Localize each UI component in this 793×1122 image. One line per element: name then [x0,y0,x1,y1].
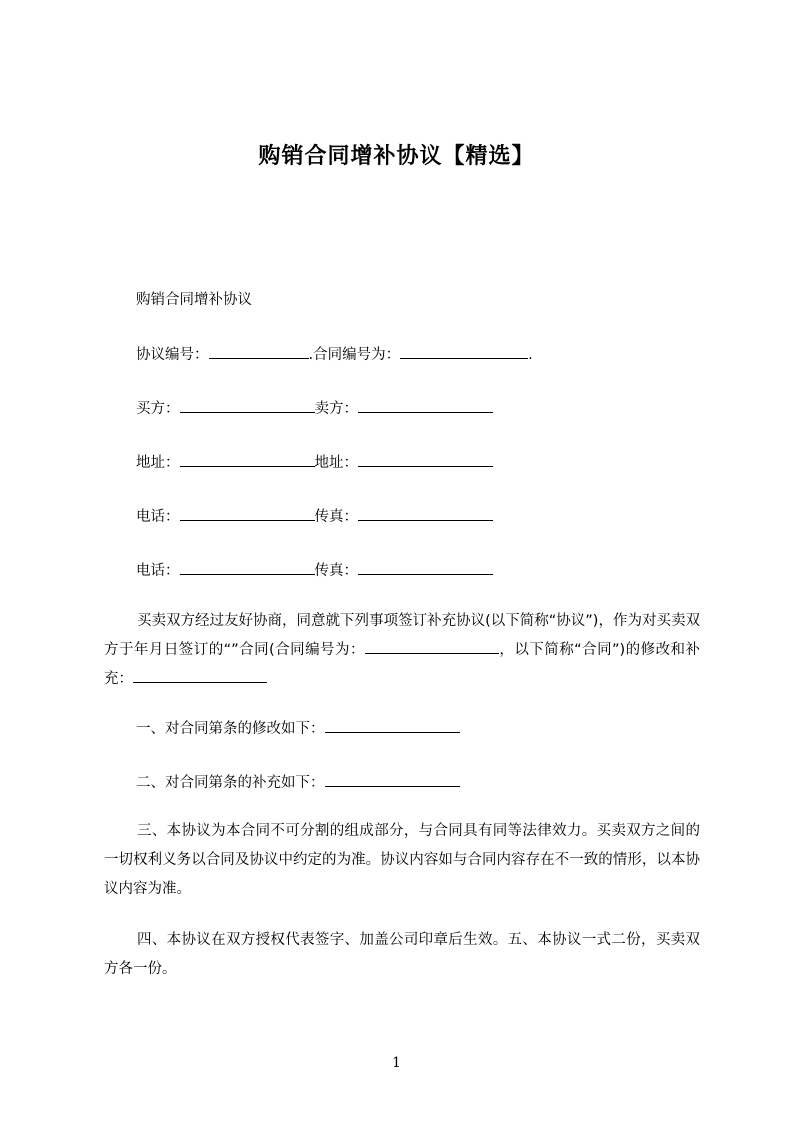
clause-3: 三、本协议为本合同不可分割的组成部分，与合同具有同等法律效力。买卖双方之间的一切权利义务以合同及协议中约定的为准。协议内容如与合同内容存在不一致的情形，以本协议内容为准。 [104,823,700,897]
buyer-blank [180,398,315,413]
intro-paragraph [104,607,700,694]
intro-text-2: ，以下简称“合同”)的修改和补充： [104,642,700,687]
agreement-number-blank [209,344,309,359]
clause-1 [136,718,460,739]
clause-4: 四、本协议在双方授权代表签字、加盖公司印章后生效。五、本协议一式二份，买卖双方各一份。 [104,932,700,977]
contract-number-blank [400,344,528,359]
contract-number-label: .合同编号为： [308,347,401,363]
fax-blank [358,506,493,521]
fax-label: 传真： [314,509,358,525]
contact-line-2 [136,560,493,581]
contact-line-1 [136,506,493,527]
amendment-blank [133,668,267,683]
agreement-heading: 购销合同增补协议 [136,292,252,308]
address-line [136,452,493,473]
phone-label: 电话： [136,509,180,525]
seller-blank [358,398,493,413]
buyer-address-blank [180,452,315,467]
document-title: 购销合同增补协议【精选】 [258,144,535,169]
phone-blank [180,560,315,575]
clause-2 [136,772,460,793]
fax-label: 传真： [314,563,358,579]
contract-number-blank-2 [365,639,499,654]
seller-label: 卖方： [314,401,358,417]
clause-1-text: 一、对合同第条的修改如下： [136,721,325,737]
agreement-number-label: 协议编号： [136,347,209,363]
buyer-address-label: 地址： [136,455,180,471]
end-dot: . [528,347,533,363]
buyer-label: 买方： [136,401,180,417]
phone-label: 电话： [136,563,180,579]
seller-address-blank [358,452,493,467]
seller-address-label: 地址： [314,455,358,471]
fax-blank [358,560,493,575]
party-line [136,398,493,419]
page-number: 1 [392,1055,401,1071]
phone-blank [180,506,315,521]
intro-text-1: 买卖双方经过友好协商，同意就下列事项签订补充协议(以下简称“协议”)，作为对买卖双方于年月日签订的“”合同(合同编号为： [104,613,700,658]
clause-2-text: 二、对合同第条的补充如下： [136,775,325,791]
clause-2-blank [325,772,460,787]
agreement-number-line [136,344,533,365]
clause-1-blank [325,718,460,733]
